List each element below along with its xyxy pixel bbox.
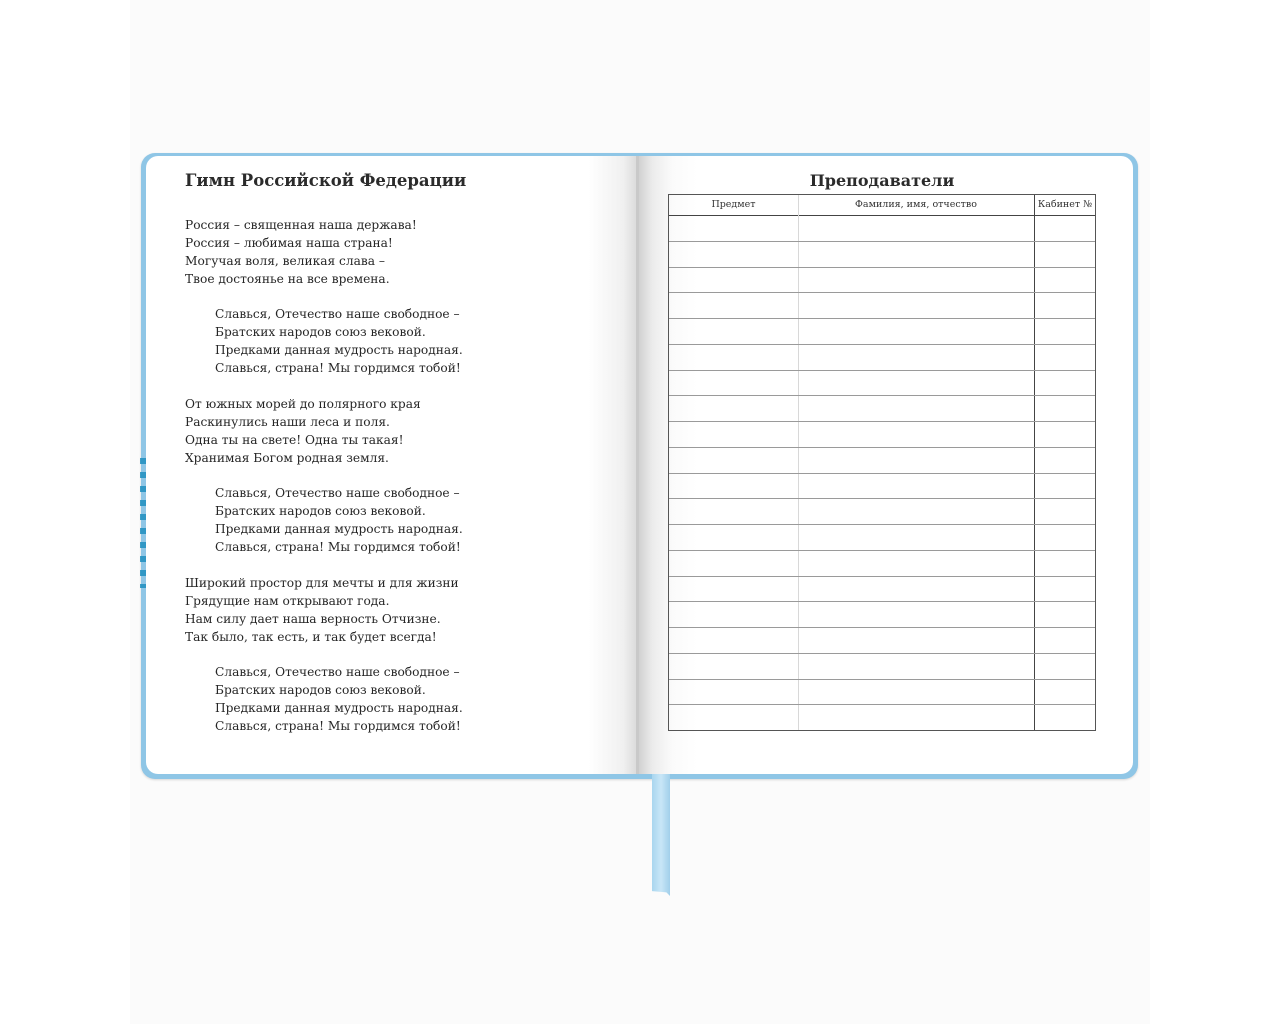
table-row-divider xyxy=(669,344,1095,345)
anthem-line: От южных морей до полярного края xyxy=(185,397,421,411)
chorus-stanza xyxy=(215,664,463,736)
anthem-line: Славься, страна! Мы гордимся тобой! xyxy=(215,718,461,733)
anthem-line: Широкий простор для мечты и для жизни xyxy=(185,576,459,590)
anthem-line: Братских народов союз вековой. xyxy=(215,682,426,697)
chorus-stanza xyxy=(215,306,463,378)
column-header-name: Фамилия, имя, отчество xyxy=(855,199,977,210)
anthem-line: Славься, Отечество наше свободное – xyxy=(215,486,460,500)
table-row-divider xyxy=(669,550,1095,551)
table-row-divider xyxy=(669,653,1095,654)
table-row-divider xyxy=(669,473,1095,474)
verse-stanza xyxy=(185,396,421,468)
table-row-divider xyxy=(669,267,1095,268)
table-row-divider xyxy=(669,370,1095,371)
anthem-line: Хранимая Богом родная земля. xyxy=(185,450,389,465)
table-row-divider xyxy=(669,292,1095,293)
table-row-divider xyxy=(669,395,1095,396)
table-row-divider xyxy=(669,318,1095,319)
verse-stanza xyxy=(185,217,417,289)
table-row-divider xyxy=(669,498,1095,499)
anthem-line: Раскинулись наши леса и поля. xyxy=(185,414,390,429)
teachers-table xyxy=(668,194,1096,731)
anthem-line: Грядущие нам открывают года. xyxy=(185,593,390,608)
teachers-title: Преподаватели xyxy=(809,171,955,190)
anthem-line: Так было, так есть, и так будет всегда! xyxy=(185,629,437,644)
anthem-line: Славься, Отечество наше свободное – xyxy=(215,665,460,679)
table-row-divider xyxy=(669,627,1095,628)
anthem-line: Россия – любимая наша страна! xyxy=(185,235,393,250)
table-row-divider xyxy=(669,704,1095,705)
anthem-line: Братских народов союз вековой. xyxy=(215,324,426,339)
table-row-divider xyxy=(669,601,1095,602)
anthem-title: Гимн Российской Федерации xyxy=(185,171,467,190)
anthem-line: Братских народов союз вековой. xyxy=(215,503,426,518)
anthem-line: Могучая воля, великая слава – xyxy=(185,253,385,268)
table-row-divider xyxy=(669,241,1095,242)
table-row-divider xyxy=(669,447,1095,448)
anthem-line: Нам силу дает наша верность Отчизне. xyxy=(185,611,441,626)
table-row-divider xyxy=(669,679,1095,680)
anthem-line: Славься, Отечество наше свободное – xyxy=(215,307,460,321)
anthem-line: Славься, страна! Мы гордимся тобой! xyxy=(215,539,461,554)
anthem-line: Славься, страна! Мы гордимся тобой! xyxy=(215,360,461,375)
anthem-line: Одна ты на свете! Одна ты такая! xyxy=(185,432,404,447)
anthem-line: Россия – священная наша держава! xyxy=(185,218,417,232)
column-header-room: Кабинет № xyxy=(1037,199,1093,210)
chorus-stanza xyxy=(215,485,463,557)
book-spine xyxy=(636,156,639,774)
table-column-divider xyxy=(1034,195,1035,730)
table-row-divider xyxy=(669,524,1095,525)
anthem-line: Предками данная мудрость народная. xyxy=(215,342,463,357)
table-column-divider xyxy=(798,195,799,730)
anthem-line: Предками данная мудрость народная. xyxy=(215,521,463,536)
table-row-divider xyxy=(669,576,1095,577)
anthem-line: Твое достоянье на все времена. xyxy=(185,271,390,286)
column-header-subject: Предмет xyxy=(711,199,756,210)
anthem-line: Предками данная мудрость народная. xyxy=(215,700,463,715)
bookmark-ribbon xyxy=(652,774,670,896)
table-header-divider xyxy=(669,215,1095,216)
verse-stanza xyxy=(185,575,459,647)
table-row-divider xyxy=(669,421,1095,422)
